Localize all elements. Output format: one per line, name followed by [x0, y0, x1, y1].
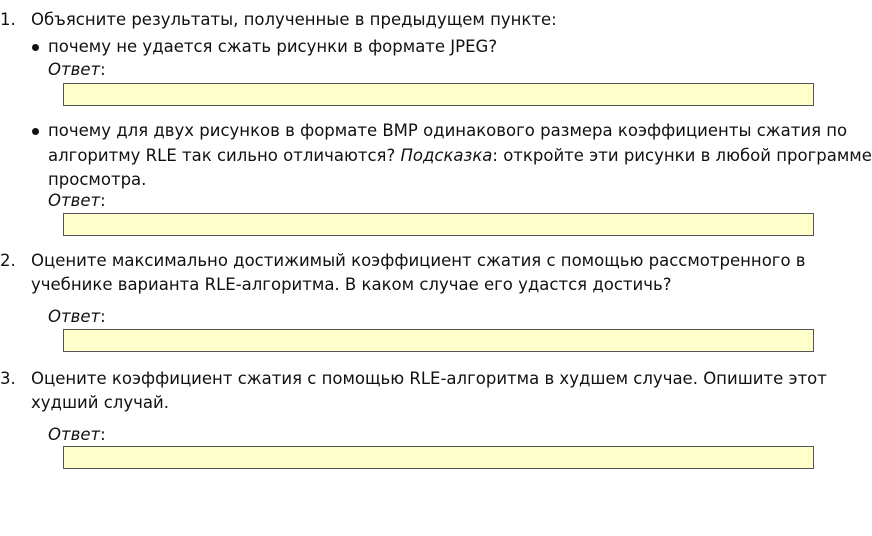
hint-label: Подсказка [400, 146, 493, 165]
bullet-icon [32, 44, 39, 51]
q1-text: Объясните результаты, полученные в предыдущем пункте: [31, 10, 557, 29]
q1-number: 1. [0, 10, 16, 29]
q2-line2: учебнике варианта RLE-алгоритма. В каком случае его удастся достичь? [31, 275, 672, 294]
bullet-icon [32, 128, 39, 135]
q3-line2: худший случай. [31, 393, 169, 412]
q3-answer-label: Ответ: [48, 425, 106, 444]
q2-answer-field[interactable] [63, 329, 814, 352]
q3-line1: Оцените коэффициент сжатия с помощью RLE-алгоритма в худшем случае. Опишите этот [31, 369, 827, 388]
q1-answer1-label: Ответ: [48, 60, 106, 79]
q3-number: 3. [0, 369, 16, 388]
q1-bullet2-line2: алгоритму RLE так сильно отличаются? Подсказка: откройте эти рисунки в любой программе [48, 146, 872, 165]
q1-answer1-field[interactable] [63, 83, 814, 106]
q3-answer-field[interactable] [63, 446, 814, 469]
q1-answer2-field[interactable] [63, 213, 814, 236]
q1-bullet1-text: почему не удается сжать рисунки в формате JPEG? [48, 37, 498, 56]
q2-line1: Оцените максимально достижимый коэффициент сжатия с помощью рассмотренного в [31, 251, 806, 270]
q1-bullet2-line3: просмотра. [48, 170, 147, 189]
q1-answer2-label: Ответ: [48, 191, 106, 210]
q2-answer-label: Ответ: [48, 307, 106, 326]
q2-number: 2. [0, 251, 16, 270]
q1-bullet2-line1: почему для двух рисунков в формате BMP одинакового размера коэффициенты сжатия по [48, 121, 848, 140]
